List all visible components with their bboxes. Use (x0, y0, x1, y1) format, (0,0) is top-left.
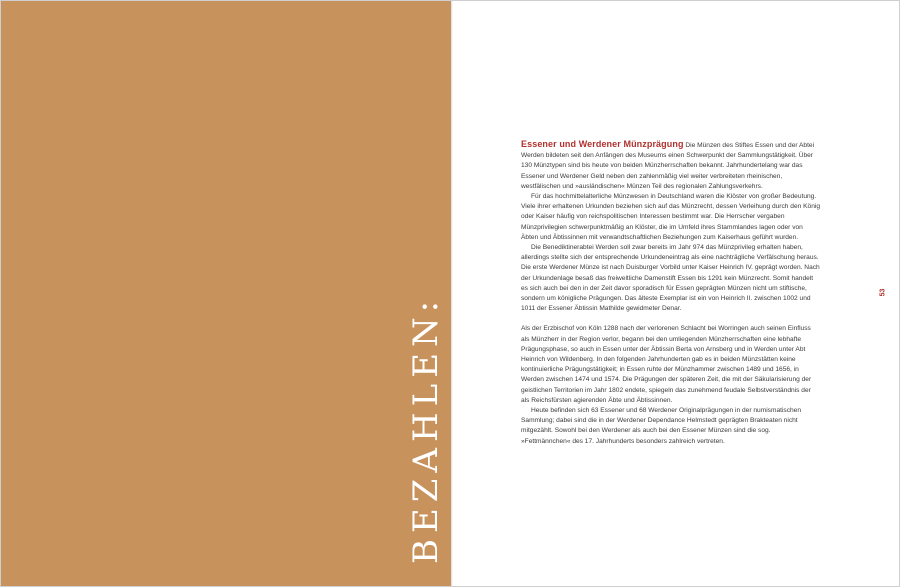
left-page (1, 1, 451, 586)
page-number: 53 (879, 288, 887, 297)
right-page (453, 1, 899, 586)
paragraph-4: Als der Erzbischof von Köln 1288 nach der verlorenen Schlacht bei Worringen auch seinen Einfluss als Münzherr in der Region verlor, begann bei den umliegenden Münzherrschaften eine lebhafte Prägungsphase, so auch in Essen unter der Äbtissin Berta von Arnsberg und in Werden unter Abt Heinrich von Wildenberg. In den folgenden Jahrhunderten gab es in beiden Münzstätten keine kontinuierliche Prägungstätigkeit; in Essen ruhte der Münzhammer zwischen 1489 und 1656, in Werden zwischen 1474 und 1574. Die Prägungen der späteren Zeit, die mit der Säkularisierung der geistlichen Territorien im Jahr 1802 endete, spiegeln das zunehmend feudale Selbstverständnis der als Reichsfürsten agierenden Äbte und Äbtissinnen. (521, 325, 812, 404)
paragraph-5: Heute befinden sich 63 Essener und 68 Werdener Originalprägungen in der numismatischen Sammlung; dabei sind die in der Werdener Dependance Helmstedt geprägten Brakteaten nicht mitgezählt. Sowohl bei den Werdener als auch bei den Essener Münzen sind die sog. »Fettmännchen« des 17. Jahrhunderts besonders zahlreich vertreten. (521, 407, 802, 445)
paragraph-1-text: Die Münzen des Stiftes Essen und der Abtei Werden bildeten seit den Anfängen des Museums einen Schwerpunkt der Sammlungstätigkeit. Über 130 Münztypen sind bis heute von beiden Münzherrschaften bekannt. Jahrhundertelang war das Essener und Werdener Geld neben den zahlenmäßig viel weiter verbreiteten rheinischen, westfälischen und »ausländischen« Münzen Teil des regionalen Zahlungsverkehrs. (521, 142, 815, 190)
paragraph-3: Die Benediktinerabtei Werden soll zwar bereits im Jahr 974 das Münzprivileg erhalten haben, allerdings stellte sich der entsprechende Urkundeneintrag als eine nachträgliche Verfälschung heraus. Die erste Werdener Münze ist nach Duisburger Vorbild unter Kaiser Heinrich IV. geprägt worden. Nach der Urkundenlage besaß das freiweltliche Damenstift Essen bis 1291 kein Münzrecht. Somit handelt es sich auch bei den in der Zeit davor sporadisch für Essen geprägten Münzen nicht um stiftische, sondern um königliche Prägungen. Das älteste Exemplar ist ein von Heinrich II. zwischen 1002 und 1011 der Essener Äbtissin Mathilde gewidmeter Denar. (521, 244, 820, 313)
body-text (521, 139, 821, 447)
paragraph-2: Für das hochmittelalterliche Münzwesen in Deutschland waren die Klöster von großer Bedeutung. Viele ihrer erhaltenen Urkunden beziehen sich auf das Münzrecht, dessen Verleihung durch den König oder Kaiser häufig von reichspolitischen Interessen bestimmt war. Die Herrscher vergaben Münzprivilegien schwerpunktmäßig an Klöster, die im Umfeld ihres Stammlandes lagen oder von Äbten und Äbtissinnen mit verwandtschaftlichen Beziehungen zum Kaiserhaus geführt wurden. (521, 193, 820, 241)
paragraph-1 (521, 139, 821, 192)
chapter-title: BEZAHLEN: (406, 294, 446, 564)
section-heading: Essener und Werdener Münzprägung (521, 139, 684, 149)
